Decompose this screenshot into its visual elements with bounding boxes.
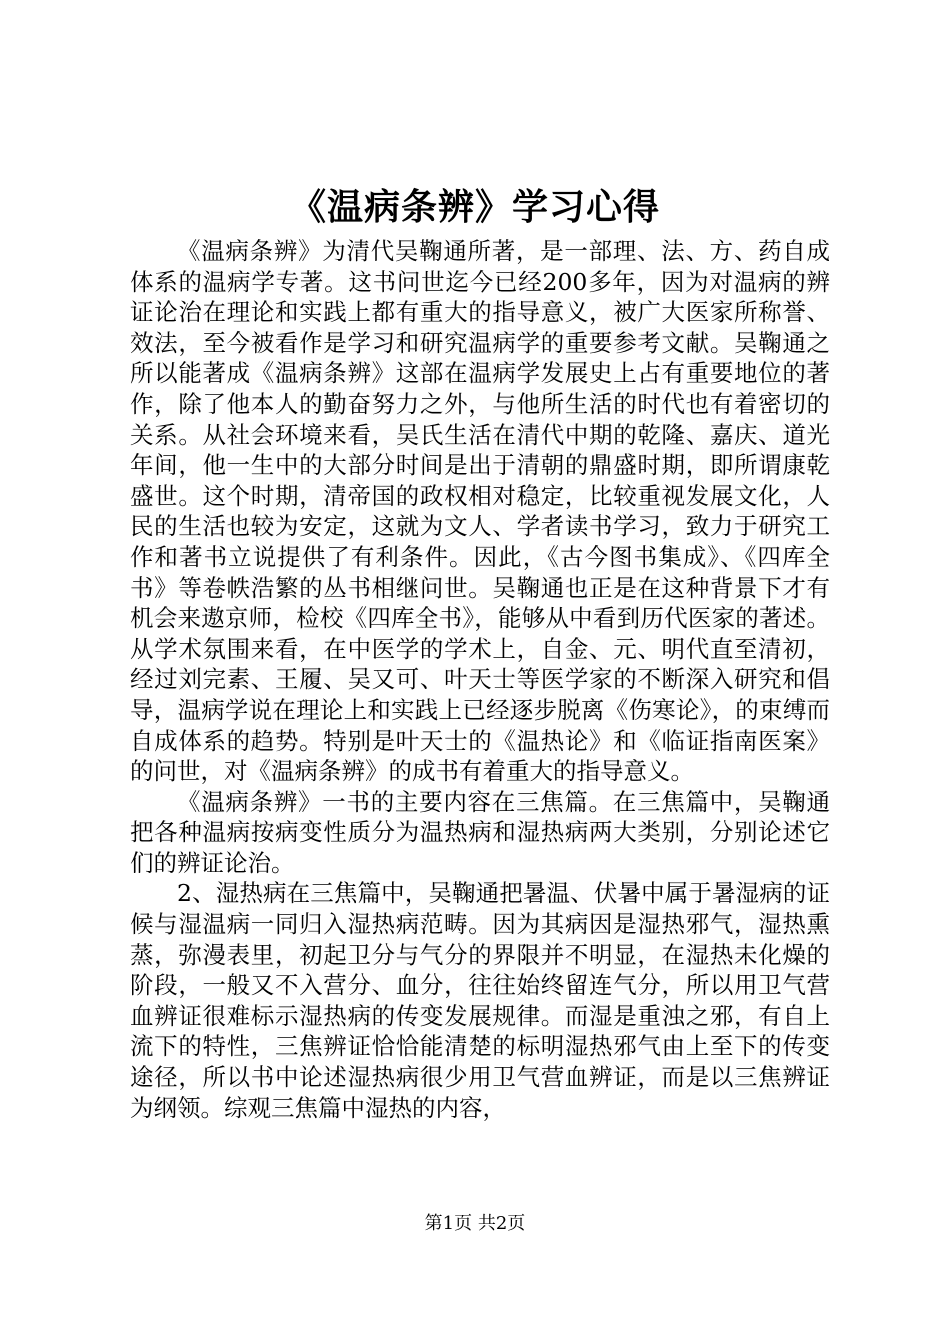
paragraph: 《温病条辨》一书的主要内容在三焦篇。在三焦篇中，吴鞠通把各种温病按病变性质分为温热病和湿热病两大类别，分别论述它们的辨证论治。 [130, 787, 830, 877]
document-title: 《温病条辨》学习心得 [289, 186, 660, 228]
paragraph: 《温病条辨》为清代吴鞠通所著，是一部理、法、方、药自成体系的温病学专著。这书问世迄今已经200多年，因为对温病的辨证论治在理论和实践上都有重大的指导意义，被广大医家所称誉、效法，至今被看作是学习和研究温病学的重要参考文献。吴鞠通之所以能著成《温病条辨》这部在温病学发展史上占有重要地位的著作，除了他本人的勤奋努力之外，与他所生活的时代也有着密切的关系。从社会环境来看，吴氏生活在清代中期的乾隆、嘉庆、道光年间，他一生中的大部分时间是出于清朝的鼎盛时期，即所谓康乾盛世。这个时期，清帝国的政权相对稳定，比较重视发展文化，人民的生活也较为安定，这就为文人、学者读书学习，致力于研究工作和著书立说提供了有利条件。因此，《古今图书集成》、《四库全书》等卷帙浩繁的丛书相继问世。吴鞠通也正是在这种背景下才有机会来遨京师，检校《四库全书》，能够从中看到历代医家的著述。从学术氛围来看，在中医学的学术上，自金、元、明代直至清初，经过刘完素、王履、吴又可、叶天士等医学家的不断深入研究和倡导，温病学说在理论上和实践上已经逐步脱离《伤寒论》，的束缚而自成体系的趋势。特别是叶天士的《温热论》和《临证指南医案》的问世，对《温病条辨》的成书有着重大的指导意义。 [130, 237, 830, 786]
document-body [130, 236, 830, 1123]
paragraph: 2、湿热病在三焦篇中，吴鞠通把暑温、伏暑中属于暑湿病的证候与湿温病一同归入湿热病范畴。因为其病因是湿热邪气，湿热熏蒸，弥漫表里，初起卫分与气分的界限并不明显，在湿热未化燥的阶段，一般又不入营分、血分，往往始终留连气分，所以用卫气营血辨证很难标示湿热病的传变发展规律。而湿是重浊之邪，有自上流下的特性，三焦辨证恰恰能清楚的标明湿热邪气由上至下的传变途径，所以书中论述湿热病很少用卫气营血辨证，而是以三焦辨证为纲领。综观三焦篇中湿热的内容， [130, 879, 830, 1122]
page-indicator: 第1页 共2页 [424, 1213, 526, 1234]
